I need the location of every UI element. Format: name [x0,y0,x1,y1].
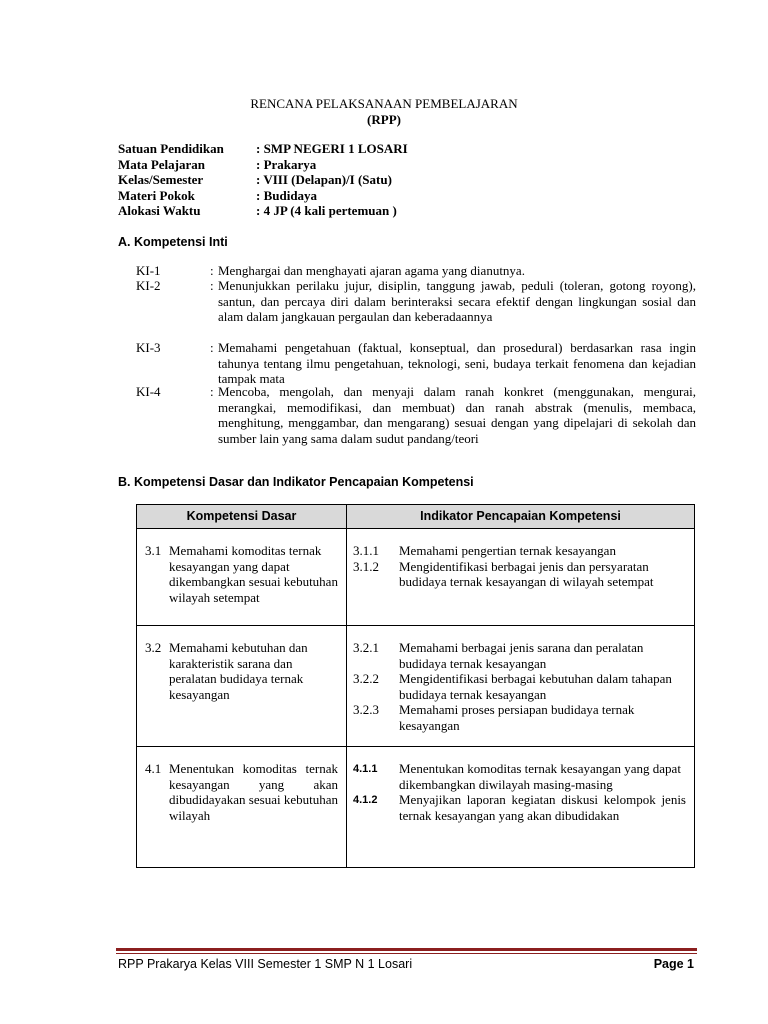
identity-label: Materi Pokok [118,187,195,203]
ki-text: Mencoba, mengolah, dan menyaji dalam ranah konkret (menggunakan, mengurai, merangkai, memodifikasi, dan membuat) dan ranah abstrak (menulis, membaca, menghitung, menggambar, dan mengarang) sesuai dengan yang dipelajari di sekolah dan sumber lain yang sama dalam sudut pandang/teori [218,384,696,446]
indicator-number: 3.2.1 [353,640,379,655]
ki-text: Memahami pengetahuan (faktual, konseptual, dan prosedural) berdasarkan rasa ingin tahunya tentang ilmu pengetahuan, teknologi, seni, budaya terkait fenomena dan kejadian tampak mata [218,340,696,387]
ki-colon: : [210,340,214,355]
identity-label: Satuan Pendidikan [118,141,224,156]
identity-value: : 4 JP (4 kali pertemuan ) [256,203,397,219]
indicator-cell [347,626,695,747]
indicator-text: Mengidentifikasi berbagai kebutuhan dalam tahapan budidaya ternak kesayangan [399,671,672,702]
identity-row [118,188,408,204]
ki-item [136,384,696,446]
page-number: Page 1 [653,957,694,971]
document-subtitle: (RPP) [367,112,401,127]
identity-value: : VIII (Delapan)/I (Satu) [256,172,392,188]
identity-row [118,172,408,188]
indicator-text: Mengidentifikasi berbagai jenis dan persyaratan budidaya ternak kesayangan di wilayah setempat [399,558,654,590]
ki-colon: : [210,278,214,293]
indicator-text: Memahami pengertian ternak kesayangan [399,543,616,558]
indicator-number: 4.1.2 [353,794,378,807]
table-row [137,626,695,747]
footer-rule-thick [116,948,697,951]
ki-code: KI-4 [136,384,161,399]
identity-row [118,141,408,157]
ki-colon: : [210,384,214,399]
column-header-indicator: Indikator Pencapaian Kompetensi [347,505,695,529]
kd-text: Memahami kebutuhan dan karakteristik sarana dan peralatan budidaya ternak kesayangan [169,640,308,702]
kd-text: Menentukan komoditas ternak kesayangan yang akan dibudidayakan sesuai kebutuhan wilayah [169,761,338,823]
kd-number: 4.1 [145,761,162,776]
ki-item [136,263,696,279]
indicator-number: 3.2.3 [353,702,379,718]
footer-document-label: RPP Prakarya Kelas VIII Semester 1 SMP N 1 Losari [118,957,413,971]
kd-cell [137,529,347,626]
kd-number: 3.2 [145,640,162,655]
identity-value: : Prakarya [256,156,317,172]
section-b-heading: B. Kompetensi Dasar dan Indikator Pencapaian Kompetensi [118,475,474,489]
document-title: RENCANA PELAKSANAAN PEMBELAJARAN [250,96,518,111]
footer-rule-thin [116,953,697,954]
ki-code: KI-2 [136,278,161,293]
ki-text: Menghargai dan menghayati ajaran agama yang dianutnya. [218,263,525,278]
indicator-number: 3.1.2 [353,558,379,574]
indicator-cell [347,747,695,868]
identity-label: Mata Pelajaran [118,156,206,172]
ki-item [136,340,696,387]
ki-code: KI-3 [136,340,161,355]
identity-label: Kelas/Semester [118,172,204,188]
indicator-cell [347,529,695,626]
indicator-number: 3.2.2 [353,671,379,687]
competency-table [136,504,695,868]
kd-cell [137,626,347,747]
section-a-heading: A. Kompetensi Inti [118,235,228,249]
kd-cell [137,747,347,868]
column-header-kd: Kompetensi Dasar [137,505,347,529]
indicator-number: 4.1.1 [353,763,378,775]
identity-row [118,157,408,173]
ki-item [136,278,696,325]
table-row [137,529,695,626]
identity-value: : SMP NEGERI 1 LOSARI [256,141,408,156]
indicator-text: Memahami berbagai jenis sarana dan peralatan budidaya ternak kesayangan [399,640,644,671]
indicator-text: Memahami proses persiapan budidaya ternak kesayangan [399,702,635,733]
identity-row [118,203,408,219]
ki-code: KI-1 [136,263,161,278]
indicator-text: Menentukan komoditas ternak kesayangan yang dapat dikembangkan diwilayah masing-masing [399,761,681,792]
table-header-row [137,505,695,529]
kd-text: Memahami komoditas ternak kesayangan yang dapat dikembangkan sesuai kebutuhan wilayah setempat [169,543,338,605]
ki-text: Menunjukkan perilaku jujur, disiplin, tanggung jawab, peduli (toleran, gotong royong), santun, dan percaya diri dalam berinteraksi secara efektif dengan lingkungan sosial dan alam dalam jangkauan pergaulan dan keberadaannya [218,278,696,325]
indicator-text: Menyajikan laporan kegiatan diskusi kelompok jenis ternak kesayangan yang akan dibudidakan [399,792,686,823]
indicator-number: 3.1.1 [353,543,379,558]
identity-block [118,141,408,219]
kd-number: 3.1 [145,543,162,558]
identity-label: Alokasi Waktu [118,203,201,219]
ki-colon: : [210,263,214,278]
identity-value: : Budidaya [256,187,318,203]
table-row [137,747,695,868]
